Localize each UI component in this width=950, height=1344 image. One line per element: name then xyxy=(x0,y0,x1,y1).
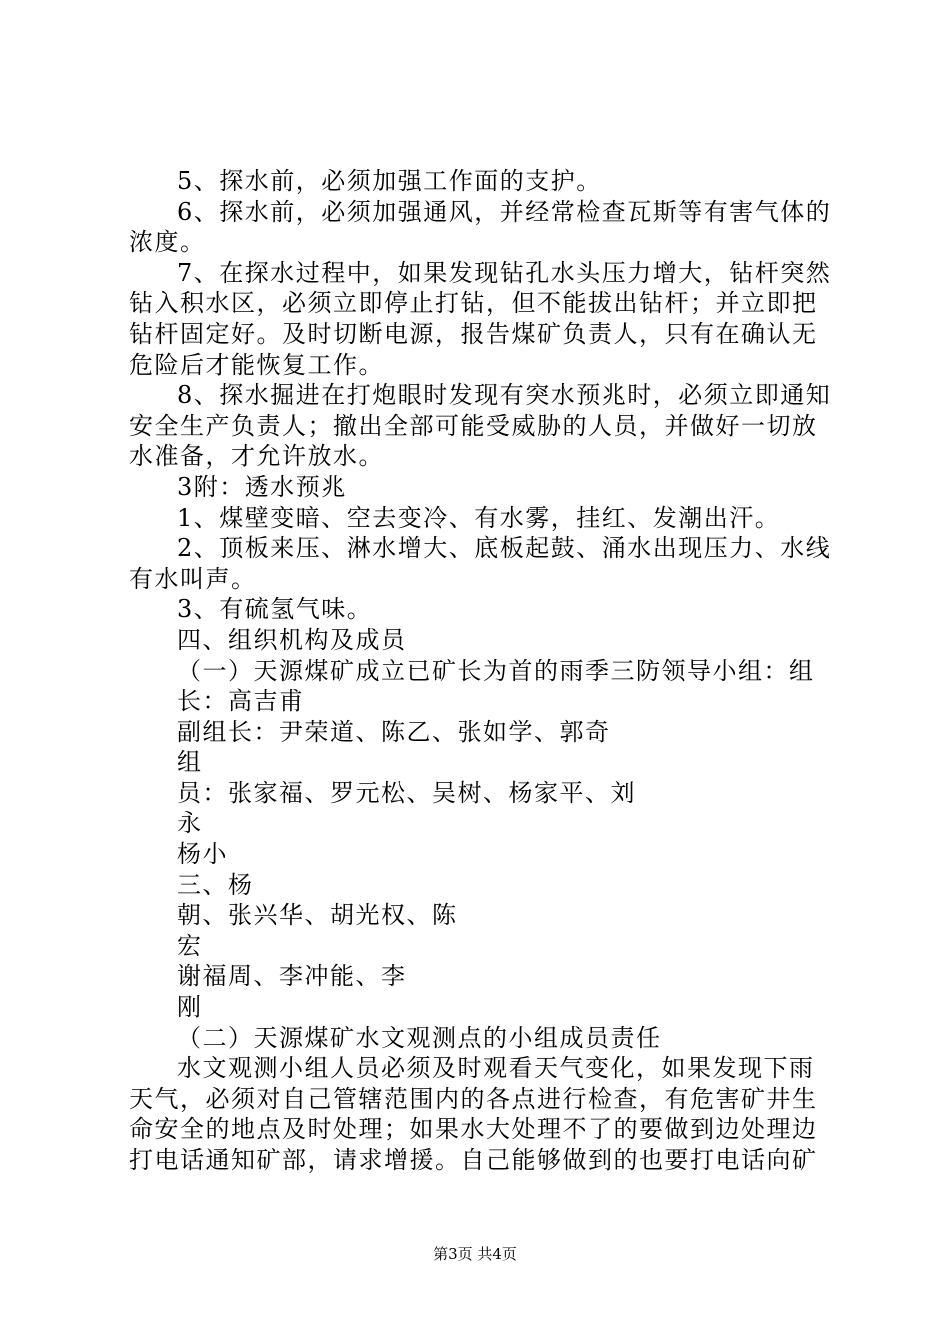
paragraph-line: （一）天源煤矿成立已矿长为首的雨季三防领导小组：组 xyxy=(177,656,815,685)
paragraph-line: 刚 xyxy=(177,993,203,1022)
page-number-footer: 第3页 共4页 xyxy=(433,1245,517,1263)
section-heading: 四、组织机构及成员 xyxy=(177,625,407,654)
paragraph-line: 宏 xyxy=(177,931,203,960)
document-body xyxy=(129,166,834,1176)
paragraph-line: 水文观测小组人员必须及时观看天气变化，如果发现下雨 xyxy=(177,1054,815,1083)
paragraph-line: 3、有硫氢气味。 xyxy=(177,595,373,624)
paragraph-line: 三、杨 xyxy=(177,870,254,899)
paragraph-line: 钻杆固定好。及时切断电源，报告煤矿负责人，只有在确认无 xyxy=(129,319,818,348)
paragraph-line: 谢福周、李冲能、李 xyxy=(177,962,407,991)
section-heading: 3附：透水预兆 xyxy=(177,472,347,501)
paragraph-line: 安全生产负责人；撤出全部可能受威胁的人员，并做好一切放 xyxy=(129,411,818,440)
paragraph-line: 钻入积水区，必须立即停止打钻，但不能拔出钻杆；并立即把 xyxy=(129,289,818,318)
paragraph-line: 浓度。 xyxy=(129,228,206,257)
paragraph-line: 打电话通知矿部，请求增援。自己能够做到的也要打电话向矿 xyxy=(129,1146,818,1174)
paragraph-line: 杨小 xyxy=(177,840,228,869)
paragraph-line: 6、探水前，必须加强通风，并经常检查瓦斯等有害气体的 xyxy=(177,197,832,226)
paragraph-line: 5、探水前，必须加强工作面的支护。 xyxy=(177,167,602,195)
paragraph-line: 天气，必须对自己管辖范围内的各点进行检查，有危害矿井生 xyxy=(129,1084,818,1113)
paragraph-line: 8、探水掘进在打炮眼时发现有突水预兆时，必须立即通知 xyxy=(177,381,832,410)
paragraph-line: 永 xyxy=(177,809,203,838)
paragraph-line: 长：高吉甫 xyxy=(177,687,305,716)
paragraph-line: 有水叫声。 xyxy=(129,564,257,593)
paragraph-line: 2、顶板来压、淋水增大、底板起鼓、涌水出现压力、水线 xyxy=(177,534,832,563)
paragraph-line: 水准备，才允许放水。 xyxy=(129,442,384,471)
paragraph-line: 朝、张兴华、胡光权、陈 xyxy=(177,901,458,930)
paragraph-line: 组 xyxy=(177,748,203,777)
paragraph-line: 副组长：尹荣道、陈乙、张如学、郭奇 xyxy=(177,717,611,746)
section-heading: （二）天源煤矿水文观测点的小组成员责任 xyxy=(177,1023,662,1052)
paragraph-line: 命安全的地点及时处理；如果水大处理不了的要做到边处理边 xyxy=(129,1115,818,1144)
paragraph-line: 员：张家福、罗元松、吴树、杨家平、刘 xyxy=(177,778,636,807)
paragraph-line: 危险后才能恢复工作。 xyxy=(129,350,384,379)
paragraph-line: 7、在探水过程中，如果发现钻孔水头压力增大，钻杆突然 xyxy=(177,258,832,287)
paragraph-line: 1、煤壁变暗、空去变冷、有水雾，挂红、发潮出汗。 xyxy=(177,503,781,532)
